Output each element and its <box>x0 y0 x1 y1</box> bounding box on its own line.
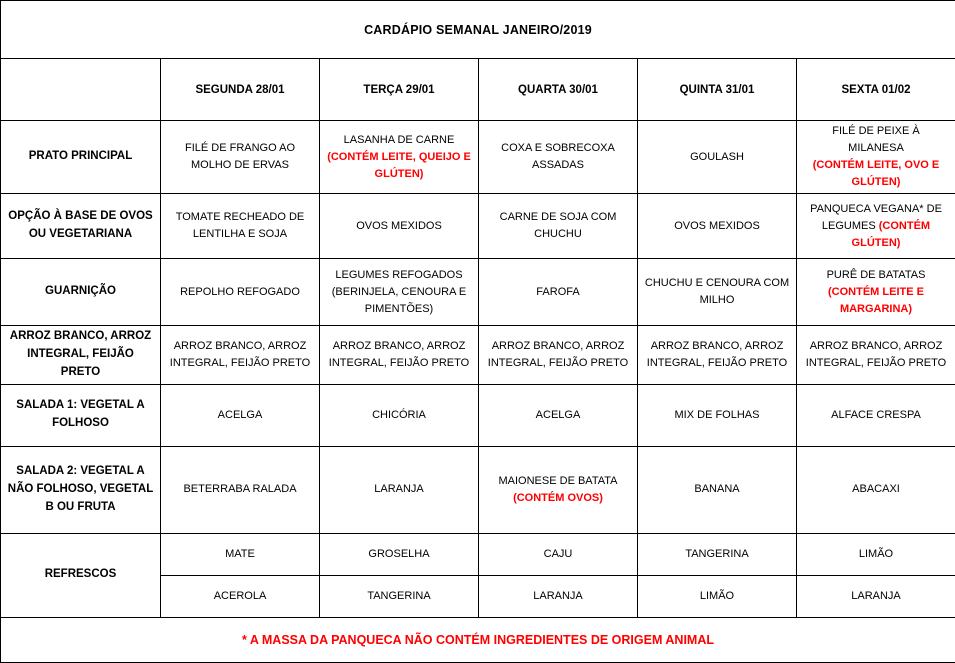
menu-cell: CARNE DE SOJA COM CHUCHU <box>479 194 638 259</box>
footnote: * A MASSA DA PANQUECA NÃO CONTÉM INGREDIENTES DE ORIGEM ANIMAL <box>1 617 955 662</box>
row-label-refrescos: REFRESCOS <box>1 533 161 617</box>
cell-text: LASANHA DE CARNE <box>344 134 455 146</box>
menu-cell: TANGERINA <box>638 533 797 575</box>
menu-cell: OVOS MEXIDOS <box>638 194 797 259</box>
corner-cell <box>1 59 161 121</box>
menu-cell: ALFACE CRESPA <box>797 384 955 446</box>
allergen-note: (CONTÉM LEITE E MARGARINA) <box>803 284 949 318</box>
menu-cell: ACEROLA <box>161 575 320 617</box>
menu-cell: BETERRABA RALADA <box>161 446 320 533</box>
menu-cell: ARROZ BRANCO, ARROZ INTEGRAL, FEIJÃO PRETO <box>320 326 479 384</box>
menu-cell: LEGUMES REFOGADOS (BERINJELA, CENOURA E PIMENTÕES) <box>320 259 479 326</box>
menu-cell: COXA E SOBRECOXA ASSADAS <box>479 121 638 194</box>
menu-cell <box>797 194 955 259</box>
day-header-segunda: SEGUNDA 28/01 <box>161 59 320 121</box>
menu-cell: TANGERINA <box>320 575 479 617</box>
allergen-note: (CONTÉM GLÚTEN) <box>852 220 931 249</box>
allergen-note: (CONTÉM LEITE, OVO E GLÚTEN) <box>803 157 949 191</box>
menu-cell: LARANJA <box>320 446 479 533</box>
menu-cell: ARROZ BRANCO, ARROZ INTEGRAL, FEIJÃO PRETO <box>479 326 638 384</box>
menu-cell: MATE <box>161 533 320 575</box>
menu-cell <box>797 259 955 326</box>
menu-cell: LIMÃO <box>797 533 955 575</box>
row-label-salada-1: SALADA 1: VEGETAL A FOLHOSO <box>1 384 161 446</box>
menu-cell: LARANJA <box>479 575 638 617</box>
row-label-salada-2: SALADA 2: VEGETAL A NÃO FOLHOSO, VEGETAL B OU FRUTA <box>1 446 161 533</box>
menu-cell: GROSELHA <box>320 533 479 575</box>
menu-cell <box>479 446 638 533</box>
menu-cell: OVOS MEXIDOS <box>320 194 479 259</box>
cell-text: MAIONESE DE BATATA <box>499 475 618 487</box>
row-label-guarnicao: GUARNIÇÃO <box>1 259 161 326</box>
menu-cell: CHICÓRIA <box>320 384 479 446</box>
cell-text: FILÉ DE PEIXE À MILANESA <box>832 125 919 154</box>
day-header-terca: TERÇA 29/01 <box>320 59 479 121</box>
menu-cell: FAROFA <box>479 259 638 326</box>
menu-cell: BANANA <box>638 446 797 533</box>
menu-cell: ARROZ BRANCO, ARROZ INTEGRAL, FEIJÃO PRETO <box>797 326 955 384</box>
menu-cell: ACELGA <box>161 384 320 446</box>
page-title: CARDÁPIO SEMANAL JANEIRO/2019 <box>1 1 955 59</box>
menu-cell: CAJU <box>479 533 638 575</box>
cell-text: PURÊ DE BATATAS <box>827 269 926 281</box>
allergen-note: (CONTÉM OVOS) <box>485 490 631 507</box>
menu-cell: REPOLHO REFOGADO <box>161 259 320 326</box>
menu-cell: LARANJA <box>797 575 955 617</box>
menu-cell: MIX DE FOLHAS <box>638 384 797 446</box>
allergen-note: (CONTÉM LEITE, QUEIJO E GLÚTEN) <box>326 149 472 183</box>
menu-cell: ABACAXI <box>797 446 955 533</box>
row-label-prato-principal: PRATO PRINCIPAL <box>1 121 161 194</box>
row-label-opcao-vegetariana: OPÇÃO À BASE DE OVOS OU VEGETARIANA <box>1 194 161 259</box>
menu-cell <box>320 121 479 194</box>
row-label-arroz-feijao: ARROZ BRANCO, ARROZ INTEGRAL, FEIJÃO PRETO <box>1 326 161 384</box>
menu-cell: TOMATE RECHEADO DE LENTILHA E SOJA <box>161 194 320 259</box>
menu-cell: ARROZ BRANCO, ARROZ INTEGRAL, FEIJÃO PRETO <box>638 326 797 384</box>
menu-cell: ACELGA <box>479 384 638 446</box>
cell-text: PANQUECA VEGANA* DE LEGUMES <box>810 203 942 232</box>
menu-cell: ARROZ BRANCO, ARROZ INTEGRAL, FEIJÃO PRETO <box>161 326 320 384</box>
day-header-quarta: QUARTA 30/01 <box>479 59 638 121</box>
menu-cell: LIMÃO <box>638 575 797 617</box>
menu-cell <box>797 121 955 194</box>
day-header-quinta: QUINTA 31/01 <box>638 59 797 121</box>
menu-cell: GOULASH <box>638 121 797 194</box>
menu-cell: CHUCHU E CENOURA COM MILHO <box>638 259 797 326</box>
day-header-sexta: SEXTA 01/02 <box>797 59 955 121</box>
menu-cell: FILÉ DE FRANGO AO MOLHO DE ERVAS <box>161 121 320 194</box>
